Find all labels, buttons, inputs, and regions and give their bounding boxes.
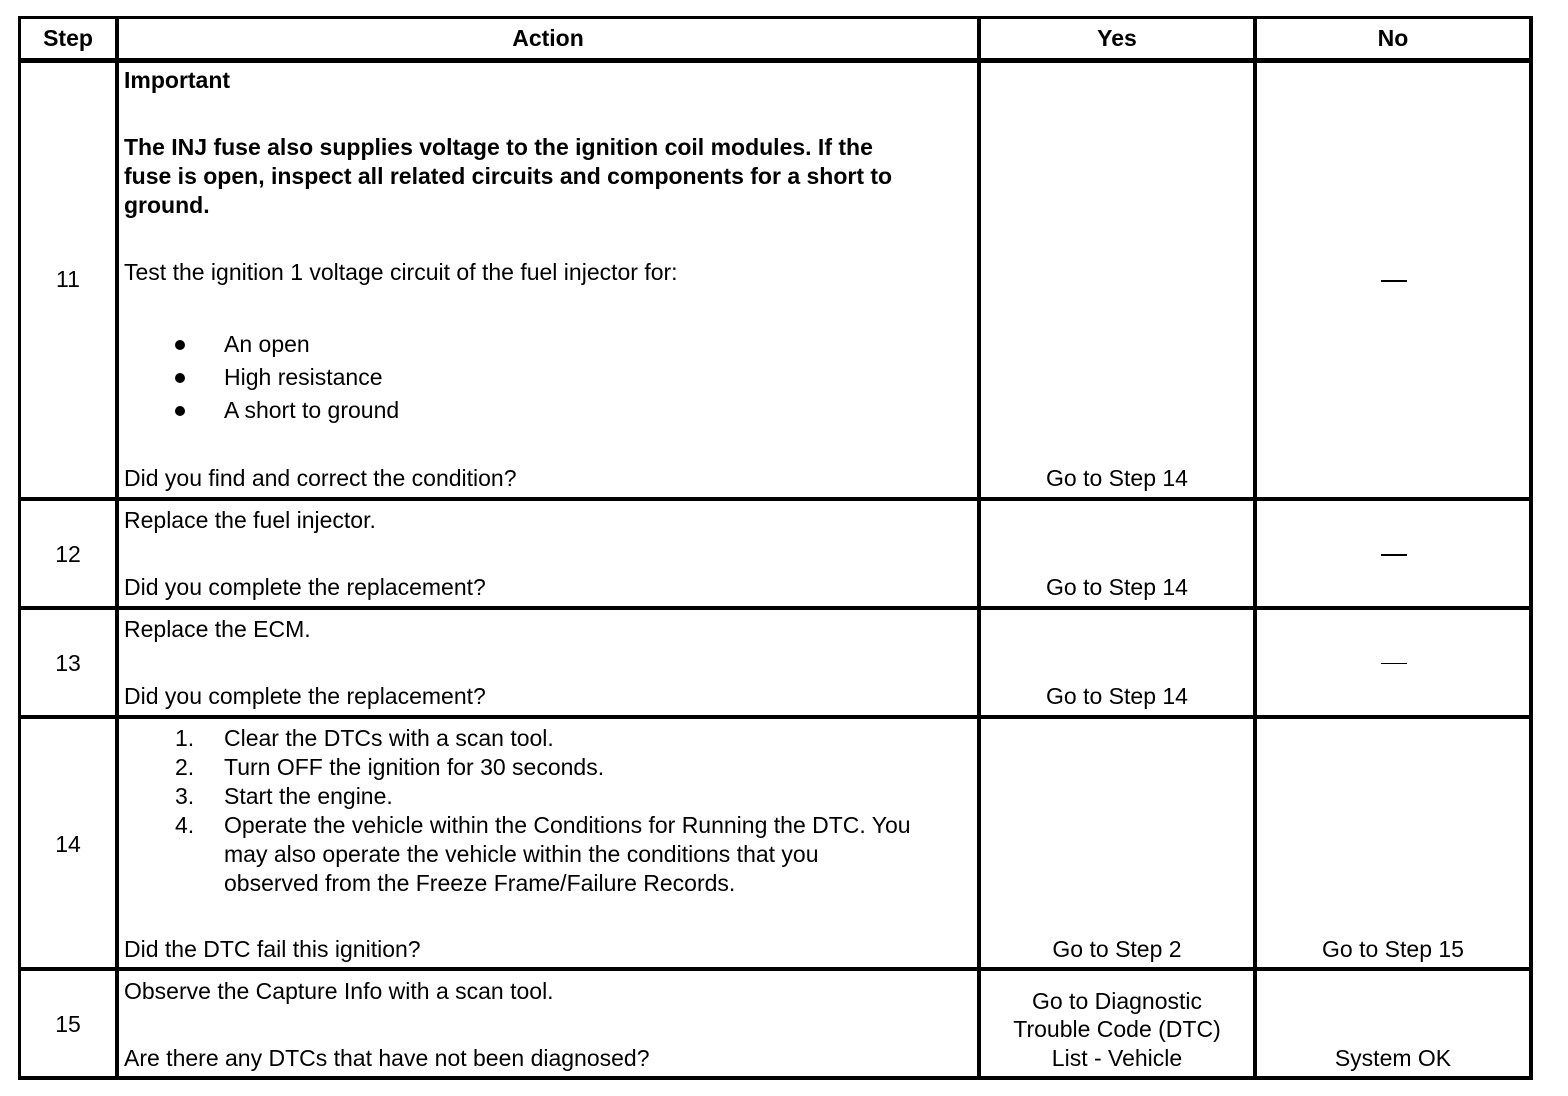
step-number: 14 bbox=[55, 831, 81, 857]
header-no: No bbox=[1377, 25, 1409, 51]
list-number: 3. bbox=[175, 783, 195, 809]
warning-line: ground. bbox=[124, 192, 210, 218]
bullet-icon bbox=[175, 373, 185, 383]
header-divider bbox=[18, 58, 1533, 63]
yes-result: Go to Step 2 bbox=[1052, 936, 1182, 962]
step-number: 11 bbox=[56, 266, 80, 292]
bullet-item: High resistance bbox=[224, 364, 383, 390]
list-item: Start the engine. bbox=[224, 783, 393, 809]
no-result-dash bbox=[1381, 663, 1407, 664]
action-question: Are there any DTCs that have not been diagnosed? bbox=[124, 1045, 650, 1071]
header-step: Step bbox=[43, 25, 93, 51]
action-text: Replace the ECM. bbox=[124, 616, 311, 642]
list-item: Clear the DTCs with a scan tool. bbox=[224, 725, 554, 751]
row-divider bbox=[18, 715, 1533, 719]
step-number: 12 bbox=[55, 541, 81, 567]
no-result: System OK bbox=[1334, 1045, 1452, 1071]
bullet-item: An open bbox=[224, 331, 310, 357]
table-border-bottom bbox=[18, 1076, 1533, 1080]
table-border-top bbox=[18, 16, 1533, 19]
action-text: Replace the fuel injector. bbox=[124, 507, 376, 533]
yes-result-line: Go to Diagnostic bbox=[1031, 988, 1203, 1014]
action-question: Did you complete the replacement? bbox=[124, 574, 486, 600]
list-item: Operate the vehicle within the Conditions for Running the DTC. You bbox=[224, 812, 911, 838]
action-intro: Test the ignition 1 voltage circuit of the fuel injector for: bbox=[124, 259, 678, 285]
action-question: Did the DTC fail this ignition? bbox=[124, 936, 421, 962]
list-number: 1. bbox=[175, 725, 195, 751]
yes-result: Go to Step 14 bbox=[1046, 683, 1188, 709]
col-divider bbox=[977, 16, 981, 1080]
row-divider bbox=[18, 606, 1533, 610]
warning-line: The INJ fuse also supplies voltage to the ignition coil modules. If the bbox=[124, 134, 873, 160]
header-action: Action bbox=[512, 25, 584, 51]
action-question: Did you find and correct the condition? bbox=[124, 465, 517, 491]
list-item: may also operate the vehicle within the conditions that you bbox=[224, 841, 819, 867]
yes-result-line: Trouble Code (DTC) bbox=[1013, 1016, 1221, 1042]
bullet-item: A short to ground bbox=[224, 397, 400, 423]
important-label: Important bbox=[124, 67, 231, 93]
bullet-icon bbox=[175, 406, 185, 416]
yes-result: Go to Step 14 bbox=[1046, 574, 1188, 600]
bullet-icon bbox=[175, 340, 185, 350]
list-number: 4. bbox=[175, 812, 195, 838]
step-number: 13 bbox=[55, 650, 81, 676]
yes-result-line: List - Vehicle bbox=[1051, 1045, 1183, 1071]
no-result: Go to Step 15 bbox=[1322, 936, 1464, 962]
no-result-dash bbox=[1381, 554, 1407, 556]
step-number: 15 bbox=[55, 1011, 81, 1037]
table-border-right bbox=[1529, 16, 1533, 1080]
row-divider bbox=[18, 497, 1533, 501]
list-number: 2. bbox=[175, 754, 195, 780]
col-divider bbox=[115, 16, 119, 1080]
action-question: Did you complete the replacement? bbox=[124, 683, 486, 709]
row-divider bbox=[18, 967, 1533, 971]
list-item: observed from the Freeze Frame/Failure Records. bbox=[224, 870, 736, 896]
no-result-dash bbox=[1381, 280, 1407, 282]
col-divider bbox=[1253, 16, 1257, 1080]
list-item: Turn OFF the ignition for 30 seconds. bbox=[224, 754, 605, 780]
action-text: Observe the Capture Info with a scan tool. bbox=[124, 978, 554, 1004]
header-yes: Yes bbox=[1097, 25, 1137, 51]
yes-result: Go to Step 14 bbox=[1046, 465, 1188, 491]
warning-line: fuse is open, inspect all related circuits and components for a short to bbox=[124, 163, 893, 189]
